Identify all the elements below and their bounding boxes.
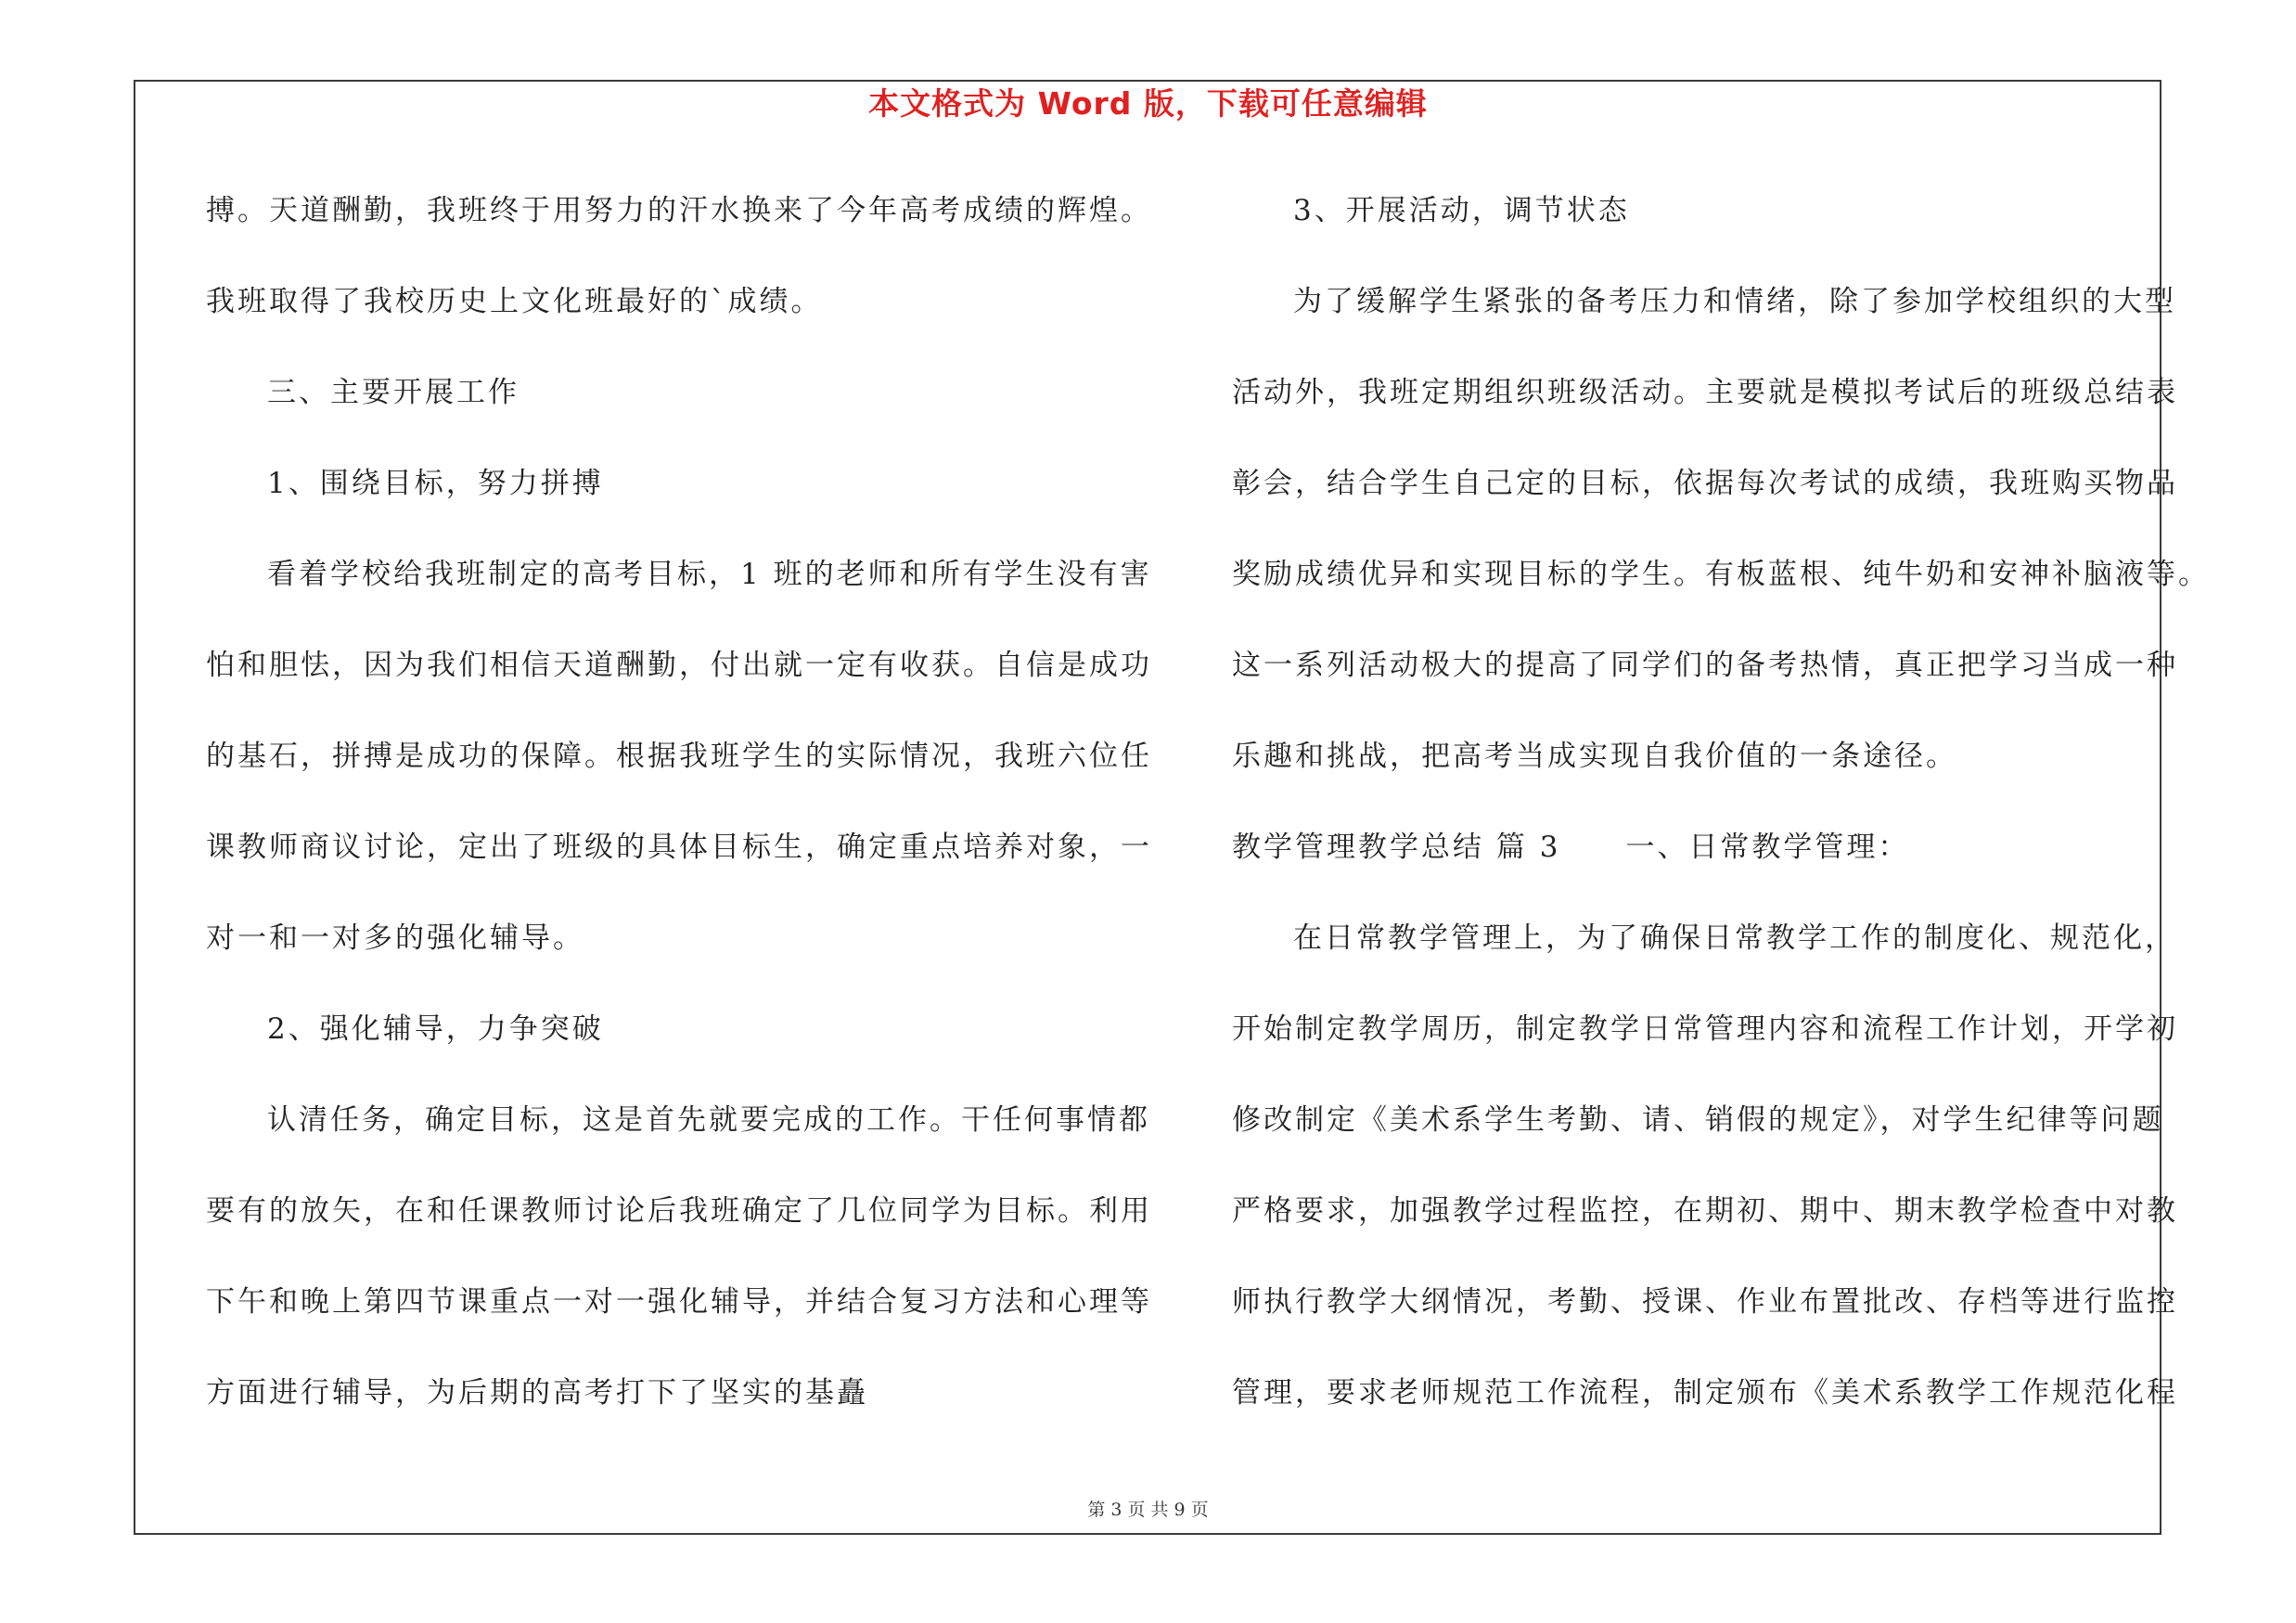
paragraph-line: 课教师商议讨论，定出了班级的具体目标生，确定重点培养对象，一 <box>206 831 1152 864</box>
article-section-heading <box>1232 817 2164 908</box>
page-number: 第 3 页 共 9 页 <box>1087 1500 1209 1520</box>
paragraph-line: 认清任务，确定目标，这是首先就要完成的工作。干任何事情都 <box>267 1103 1150 1137</box>
paragraph-line: 管理，要求老师规范工作流程，制定颁布《美术系教学工作规范化程 <box>1232 1376 2178 1410</box>
paragraph-line: 怕和胆怯，因为我们相信天道酬勤，付出就一定有收获。自信是成功 <box>206 649 1152 682</box>
paragraph-line: 我班取得了我校历史上文化班最好的`成绩。 <box>206 285 823 318</box>
paragraph-line: 乐趣和挑战，把高考当成实现自我价值的一条途径。 <box>1232 740 1957 773</box>
paragraph-line: 看着学校给我班制定的高考目标，1 班的老师和所有学生没有害 <box>267 558 1152 591</box>
paragraph-line: 严格要求，加强教学过程监控，在期初、期中、期末教学检查中对教 <box>1232 1194 2178 1228</box>
paragraph-line: 这一系列活动极大的提高了同学们的备考热情，真正把学习当成一种 <box>1232 649 2178 682</box>
subsection-heading: 1、围绕目标，努力拼搏 <box>267 467 604 500</box>
left-column <box>206 180 1152 1453</box>
paragraph-line: 奖励成绩优异和实现目标的学生。有板蓝根、纯牛奶和安神补脑液等。 <box>1232 558 2210 591</box>
subsection-heading: 3、开展活动，调节状态 <box>1293 194 1630 227</box>
article-subtitle: 一、日常教学管理： <box>1625 831 1910 864</box>
article-title: 教学管理教学总结 篇 3 <box>1232 831 1561 864</box>
format-banner: 本文格式为 Word 版，下载可任意编辑 <box>868 85 1428 122</box>
section-heading: 三、主要开展工作 <box>267 376 519 409</box>
right-column <box>1232 180 2210 1453</box>
paragraph-line: 下午和晚上第四节课重点一对一强化辅导，并结合复习方法和心理等 <box>206 1285 1152 1319</box>
paragraph-line: 修改制定《美术系学生考勤、请、销假的规定》，对学生纪律等问题 <box>1232 1103 2164 1137</box>
subsection-heading: 2、强化辅导，力争突破 <box>267 1012 604 1046</box>
paragraph-line: 彰会，结合学生自己定的目标，依据每次考试的成绩，我班购买物品 <box>1232 467 2178 500</box>
paragraph-line: 搏。天道酬勤，我班终于用努力的汗水换来了今年高考成绩的辉煌。 <box>206 194 1152 227</box>
paragraph-line: 活动外，我班定期组织班级活动。主要就是模拟考试后的班级总结表 <box>1232 376 2178 409</box>
paragraph-line: 为了缓解学生紧张的备考压力和情绪，除了参加学校组织的大型 <box>1293 285 2176 318</box>
paragraph-line: 要有的放矢，在和任课教师讨论后我班确定了几位同学为目标。利用 <box>206 1194 1152 1228</box>
paragraph-line: 方面进行辅导，为后期的高考打下了坚实的基矗 <box>206 1376 868 1410</box>
paragraph-line: 在日常教学管理上，为了确保日常教学工作的制度化、规范化， <box>1293 921 2176 955</box>
paragraph-line: 师执行教学大纲情况，考勤、授课、作业布置批改、存档等进行监控 <box>1232 1285 2178 1319</box>
paragraph-line: 对一和一对多的强化辅导。 <box>206 921 584 955</box>
paragraph-line: 开始制定教学周历，制定教学日常管理内容和流程工作计划，开学初 <box>1232 1012 2178 1046</box>
paragraph-line: 的基石，拼搏是成功的保障。根据我班学生的实际情况，我班六位任 <box>206 740 1152 773</box>
